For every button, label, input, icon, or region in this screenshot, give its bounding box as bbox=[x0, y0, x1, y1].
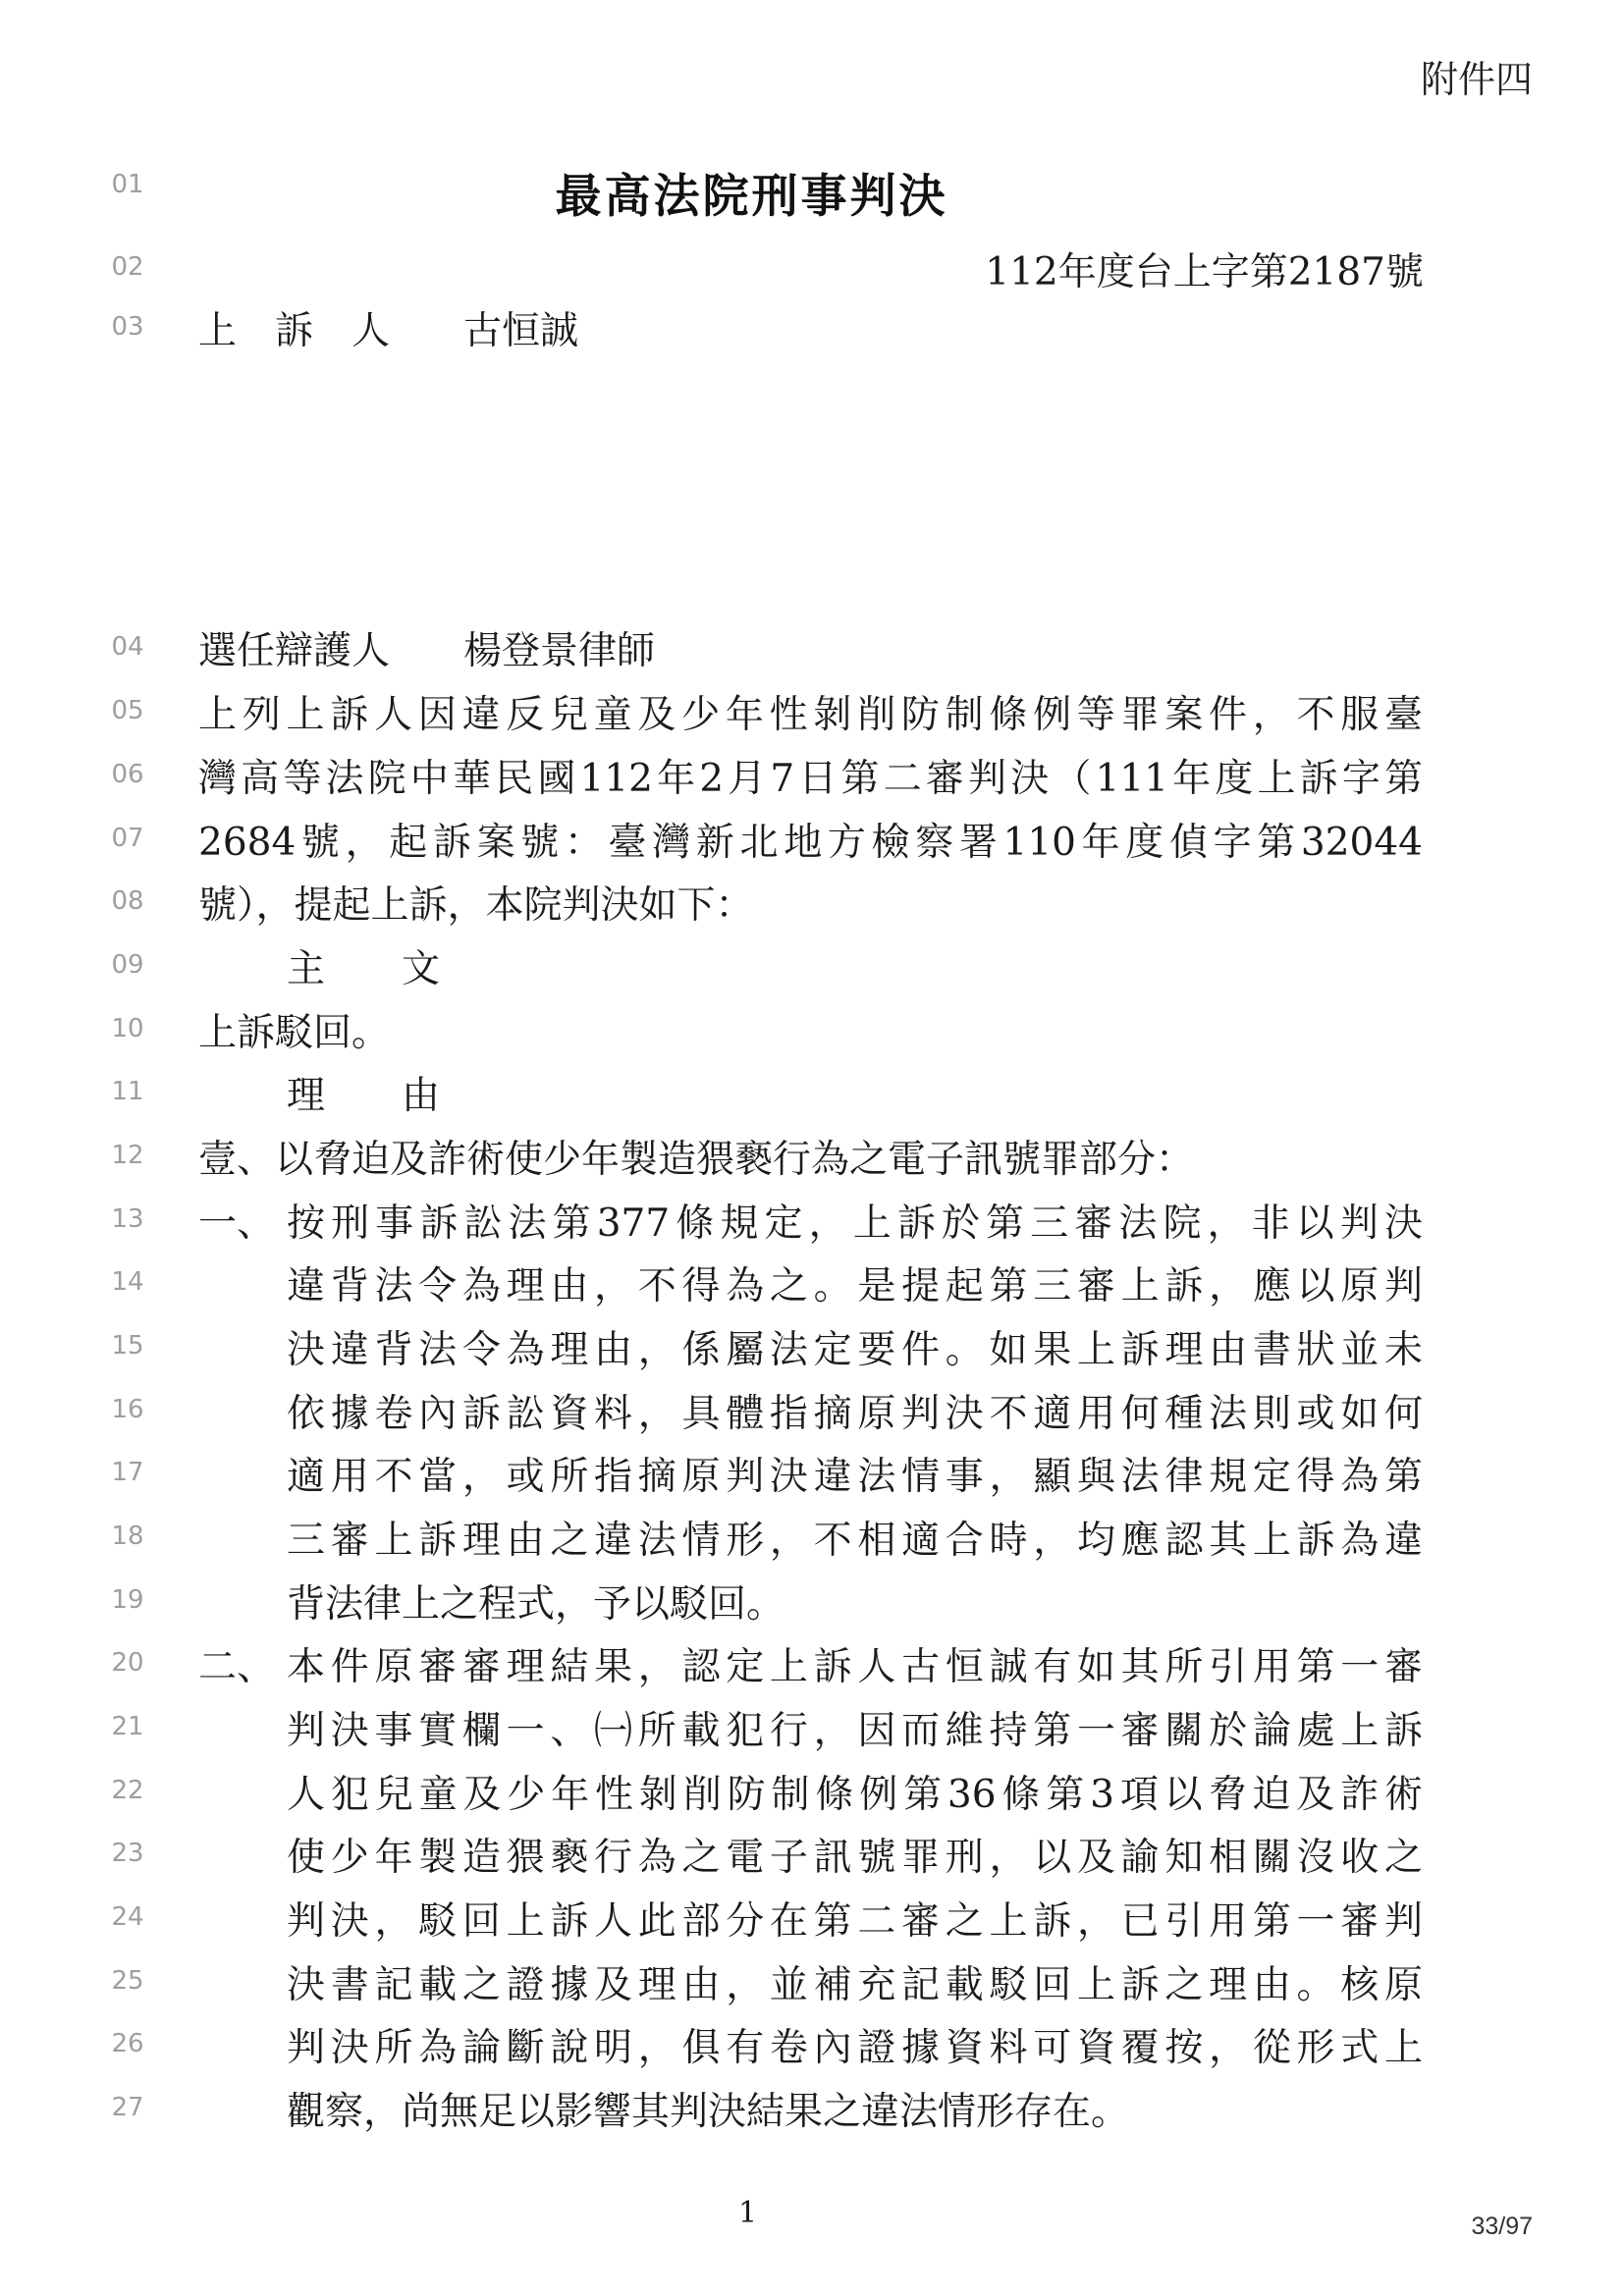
line-number: 24 bbox=[111, 1902, 144, 1932]
attachment-label: 附件四 bbox=[1420, 58, 1533, 101]
page-number: 1 bbox=[738, 2196, 758, 2230]
line-number: 18 bbox=[111, 1522, 144, 1551]
page-count: 33/97 bbox=[1471, 2213, 1533, 2240]
line-number: 26 bbox=[111, 2029, 144, 2058]
item-marker: 一、 bbox=[198, 1201, 276, 1246]
item-two-line: 使少年製造猥褻行為之電子訊號罪刑，以及諭知相關沒收之 bbox=[287, 1836, 1423, 1880]
line-number: 12 bbox=[111, 1141, 144, 1170]
case-number: 112年度台上字第2187號 bbox=[985, 250, 1424, 294]
item-two-line: 決書記載之證據及理由，並補充記載駁回上訴之理由。核原 bbox=[287, 1963, 1423, 2007]
line-number: 13 bbox=[111, 1204, 144, 1234]
item-one-line: 依據卷內訴訟資料，具體指摘原判決不適用何種法則或如何 bbox=[287, 1392, 1423, 1436]
intro-line: 號），提起上訴，本院判決如下： bbox=[198, 883, 754, 928]
line-number: 17 bbox=[111, 1458, 144, 1487]
intro-line: 上列上訴人因違反兒童及少年性剝削防制條例等罪案件，不服臺 bbox=[198, 693, 1423, 737]
document-title: 最高法院刑事判決 bbox=[555, 170, 948, 224]
line-number: 15 bbox=[111, 1331, 144, 1361]
defender-name: 楊登景律師 bbox=[463, 629, 656, 673]
line-number: 10 bbox=[111, 1014, 144, 1043]
appellant-name: 古恒誠 bbox=[463, 309, 579, 353]
line-number: 03 bbox=[111, 312, 144, 342]
appellant-label: 上 訴 人 bbox=[198, 309, 391, 353]
line-number: 22 bbox=[111, 1776, 144, 1805]
reason-heading: 理 由 bbox=[287, 1074, 441, 1118]
intro-line: 灣高等法院中華民國112年2月7日第二審判決（111年度上訴字第 bbox=[198, 757, 1423, 801]
item-one-line: 適用不當，或所指摘原判決違法情事，顯與法律規定得為第 bbox=[287, 1455, 1423, 1499]
item-two-line: 判決，駁回上訴人此部分在第二審之上訴，已引用第一審判 bbox=[287, 1899, 1423, 1944]
item-one-line: 按刑事訴訟法第377條規定，上訴於第三審法院，非以判決 bbox=[287, 1201, 1423, 1246]
line-number: 06 bbox=[111, 760, 144, 789]
line-number: 23 bbox=[111, 1839, 144, 1868]
line-number: 02 bbox=[111, 252, 144, 282]
line-number: 09 bbox=[111, 950, 144, 980]
line-number: 05 bbox=[111, 696, 144, 725]
main-text: 上訴駁回。 bbox=[198, 1011, 391, 1055]
item-two-line: 觀察，尚無足以影響其判決結果之違法情形存在。 bbox=[287, 2090, 1130, 2134]
item-one-line: 三審上訴理由之違法情形，不相適合時，均應認其上訴為違 bbox=[287, 1519, 1423, 1563]
item-two-line: 人犯兒童及少年性剝削防制條例第36條第3項以脅迫及詐術 bbox=[287, 1773, 1423, 1817]
item-one-line: 違背法令為理由，不得為之。是提起第三審上訴，應以原判 bbox=[287, 1264, 1423, 1308]
item-two-line: 本件原審審理結果，認定上訴人古恒誠有如其所引用第一審 bbox=[287, 1645, 1423, 1689]
section-one-heading: 壹、以脅迫及詐術使少年製造猥褻行為之電子訊號罪部分： bbox=[198, 1138, 1195, 1182]
line-number: 07 bbox=[111, 824, 144, 853]
line-number: 14 bbox=[111, 1267, 144, 1297]
item-two-line: 判決事實欄一、㈠所載犯行，因而維持第一審關於論處上訴 bbox=[287, 1709, 1423, 1753]
line-number: 21 bbox=[111, 1712, 144, 1741]
line-number: 19 bbox=[111, 1585, 144, 1615]
line-number: 04 bbox=[111, 632, 144, 662]
main-heading: 主 文 bbox=[287, 947, 441, 991]
defender-label: 選任辯護人 bbox=[198, 629, 391, 673]
item-marker: 二、 bbox=[198, 1645, 276, 1689]
line-number: 01 bbox=[111, 170, 144, 199]
line-number: 27 bbox=[111, 2093, 144, 2122]
item-one-line: 背法律上之程式，予以駁回。 bbox=[287, 1582, 785, 1627]
item-one-line: 決違背法令為理由，係屬法定要件。如果上訴理由書狀並未 bbox=[287, 1328, 1423, 1372]
line-number: 16 bbox=[111, 1395, 144, 1424]
line-number: 20 bbox=[111, 1648, 144, 1678]
line-number: 08 bbox=[111, 886, 144, 916]
line-number: 11 bbox=[111, 1077, 144, 1106]
item-two-line: 判決所為論斷說明，俱有卷內證據資料可資覆按，從形式上 bbox=[287, 2026, 1423, 2070]
intro-line: 2684號，起訴案號：臺灣新北地方檢察署110年度偵字第32044 bbox=[198, 821, 1423, 865]
line-number: 25 bbox=[111, 1966, 144, 1996]
